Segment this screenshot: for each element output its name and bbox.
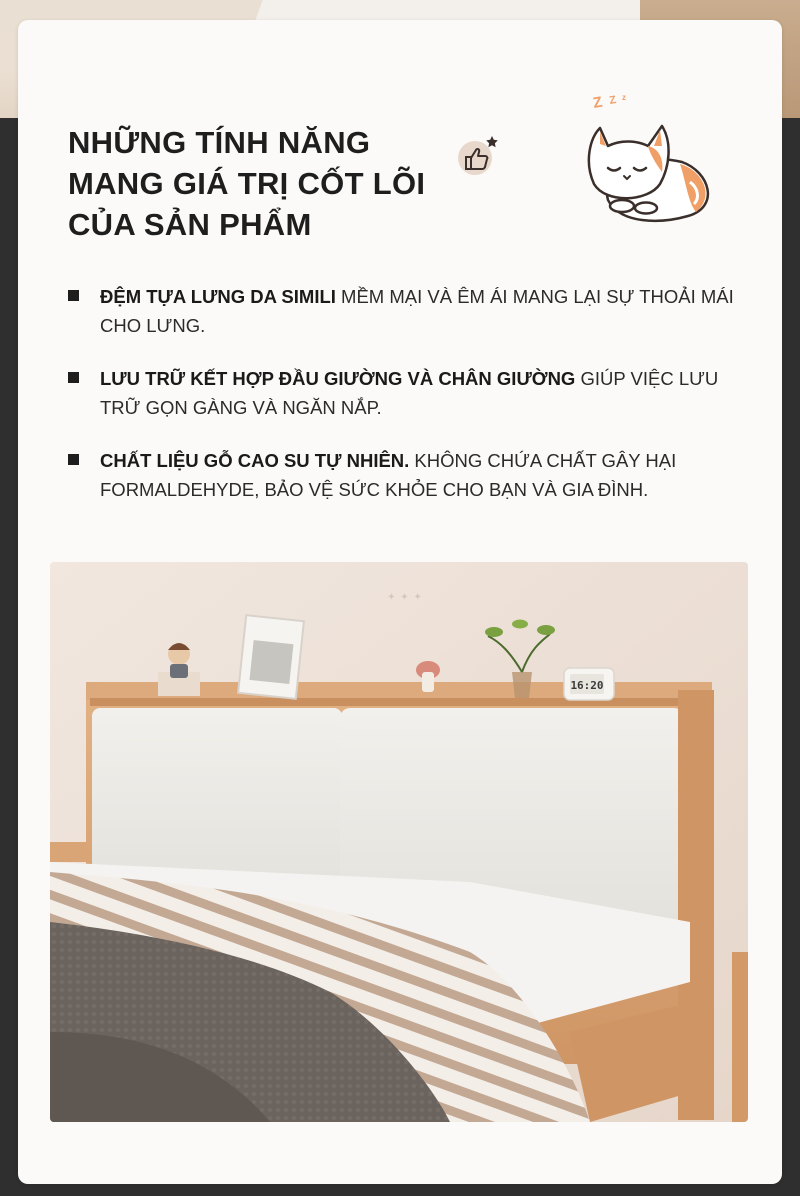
svg-text:Z: Z [608, 93, 618, 107]
feature-text: MỀM MẠI VÀ ÊM ÁI MANG LẠI SỰ THOẢI MÁI CHO LƯNG. [100, 286, 734, 336]
svg-text:z: z [622, 93, 626, 102]
feature-item-storage [68, 364, 748, 422]
thumbs-up-star-icon [455, 132, 501, 178]
title-line-2: MANG GIÁ TRỊ CỐT LÕI [68, 166, 426, 201]
title-line-1: NHỮNG TÍNH NĂNG [68, 125, 371, 160]
product-photo [50, 562, 748, 1122]
feature-card [18, 20, 782, 1184]
feature-text: KHÔNG CHỨA CHẤT GÂY HẠI FORMALDEHYDE, BẢO VỆ SỨC KHỎE CHO BẠN VÀ GIA ĐÌNH. [100, 450, 677, 500]
feature-title: LƯU TRỮ KẾT HỢP ĐẦU GIƯỜNG VÀ CHÂN GIƯỜNG [100, 368, 576, 389]
feature-list [68, 282, 748, 528]
square-bullet-icon [68, 372, 79, 383]
svg-text:Z: Z [591, 93, 604, 112]
page-title [68, 122, 488, 245]
feature-title: ĐỆM TỰA LƯNG DA SIMILI [100, 286, 336, 307]
feature-item-backrest [68, 282, 748, 340]
feature-text: GIÚP VIỆC LƯU TRỮ GỌN GÀNG VÀ NGĂN NẮP. [100, 368, 719, 418]
watermark: ✦ ✦ ✦ [387, 591, 423, 603]
square-bullet-icon [68, 454, 79, 465]
bed-illustration [50, 562, 748, 1122]
square-bullet-icon [68, 290, 79, 301]
feature-item-material [68, 446, 748, 504]
feature-title: CHẤT LIỆU GỖ CAO SU TỰ NHIÊN. [100, 450, 410, 471]
clock-display: 16:20 [570, 679, 604, 692]
title-line-3: CỦA SẢN PHẨM [68, 207, 312, 242]
sleeping-cat-icon [570, 92, 720, 242]
